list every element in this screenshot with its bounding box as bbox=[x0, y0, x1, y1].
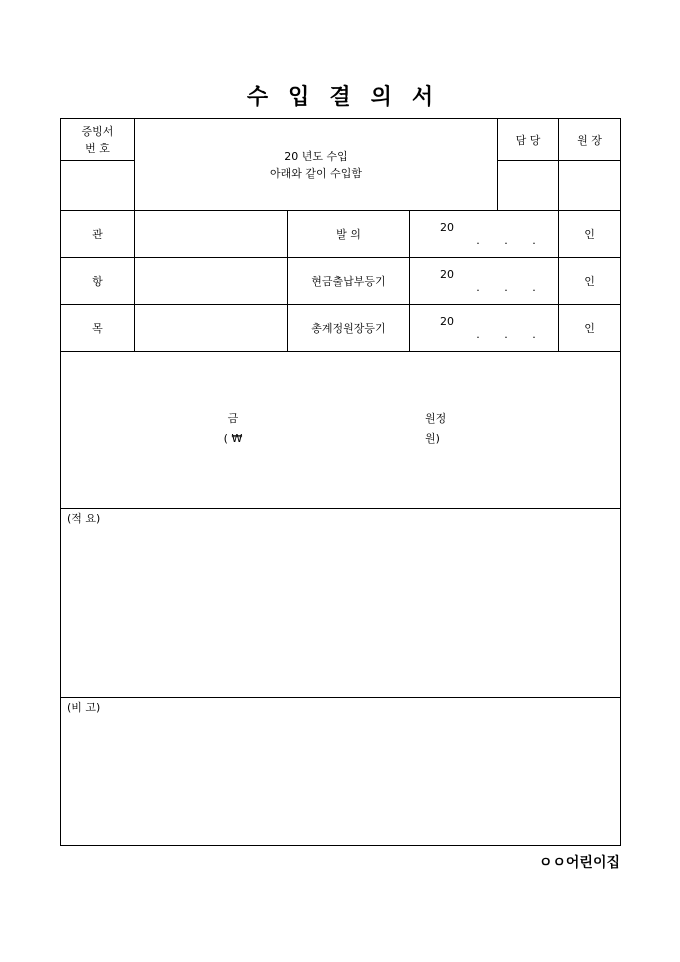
category-label: 항 bbox=[61, 258, 135, 305]
date-dot: . bbox=[476, 281, 480, 294]
date-dot: . bbox=[476, 234, 480, 247]
category-value[interactable] bbox=[135, 305, 288, 352]
amount-cell[interactable] bbox=[61, 352, 621, 509]
date-dot: . bbox=[532, 328, 536, 341]
organization-name: ㅇㅇ어린이집 bbox=[538, 855, 620, 871]
title-char: 결 bbox=[329, 84, 351, 110]
summary-label: (적 요) bbox=[67, 512, 101, 525]
item-label: 발 의 bbox=[288, 211, 410, 258]
doc-number-value[interactable] bbox=[61, 161, 135, 211]
date-dot: . bbox=[504, 234, 508, 247]
date-prefix: 20 bbox=[440, 221, 454, 234]
seal-label: 인 bbox=[559, 211, 621, 258]
director-sign-cell[interactable] bbox=[559, 161, 621, 211]
amount-paren-left: ( ₩ bbox=[223, 432, 243, 445]
date-dot: . bbox=[532, 281, 536, 294]
amount-label-text: 금 bbox=[227, 412, 239, 425]
manager-sign-cell[interactable] bbox=[498, 161, 559, 211]
document-title bbox=[0, 80, 680, 111]
amount-suffix-text: 원정 bbox=[425, 412, 447, 425]
category-value[interactable] bbox=[135, 258, 288, 305]
date-dot: . bbox=[504, 281, 508, 294]
title-char: 서 bbox=[411, 84, 434, 110]
statement-line1: 20 년도 수입 bbox=[284, 149, 348, 163]
category-label: 목 bbox=[61, 305, 135, 352]
date-prefix: 20 bbox=[440, 315, 454, 328]
title-char: 의 bbox=[370, 84, 392, 110]
category-label: 관 bbox=[61, 211, 135, 258]
date-cell[interactable] bbox=[410, 211, 559, 258]
amount-label-right bbox=[425, 409, 446, 449]
item-label: 현금출납부등기 bbox=[288, 258, 410, 305]
date-cell[interactable] bbox=[410, 258, 559, 305]
amount-paren-right: 원) bbox=[425, 432, 440, 445]
note-label: (비 고) bbox=[67, 701, 101, 714]
seal-label: 인 bbox=[559, 258, 621, 305]
date-dot: . bbox=[476, 328, 480, 341]
row-2 bbox=[61, 305, 621, 352]
director-label: 원 장 bbox=[559, 119, 621, 161]
seal-label: 인 bbox=[559, 305, 621, 352]
item-label: 총계정원장등기 bbox=[288, 305, 410, 352]
date-prefix: 20 bbox=[440, 268, 454, 281]
manager-label: 담 당 bbox=[498, 119, 559, 161]
doc-number-label bbox=[61, 119, 135, 161]
title-char: 입 bbox=[288, 84, 310, 110]
doc-number-label-line2: 번 호 bbox=[85, 141, 110, 155]
row-1 bbox=[61, 258, 621, 305]
category-value[interactable] bbox=[135, 211, 288, 258]
date-dot: . bbox=[532, 234, 536, 247]
summary-cell[interactable] bbox=[61, 509, 621, 698]
statement-cell bbox=[135, 119, 498, 211]
row-0 bbox=[61, 211, 621, 258]
date-cell[interactable] bbox=[410, 305, 559, 352]
date-dot: . bbox=[504, 328, 508, 341]
title-char: 수 bbox=[246, 84, 269, 110]
income-resolution-form bbox=[60, 118, 621, 846]
amount-label-left bbox=[213, 409, 253, 449]
doc-number-label-line1: 증빙서 bbox=[81, 124, 114, 138]
note-cell[interactable] bbox=[61, 698, 621, 846]
statement-line2: 아래와 같이 수입함 bbox=[270, 166, 363, 180]
